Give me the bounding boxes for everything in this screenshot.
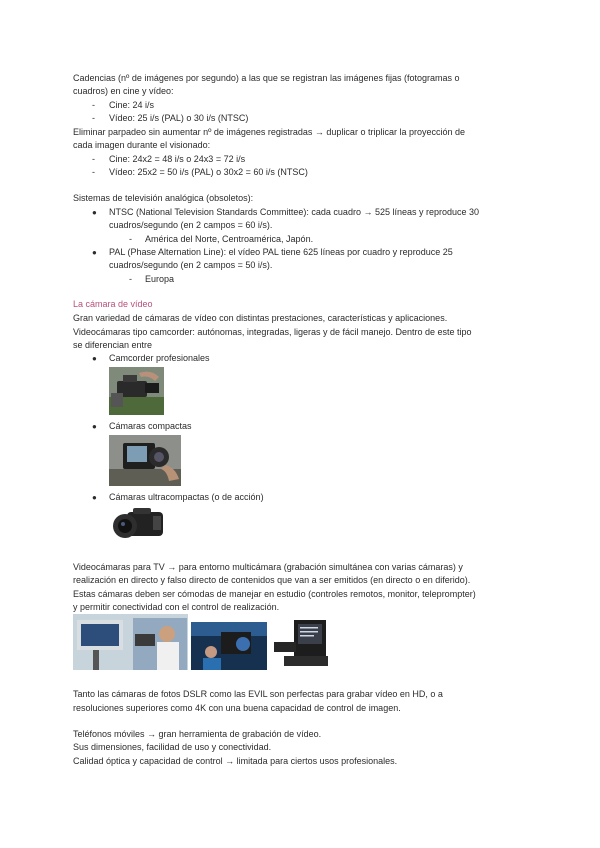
paragraph-camara-line3: se diferencian entre [73,340,153,350]
list-dash: - [129,234,132,244]
list-dash: - [129,274,132,284]
list-item-ntsc-line1: NTSC (National Television Standards Committee): cada cuadro → 525 líneas y reproduce 30 [109,207,480,217]
paragraph-cadencias-line1: Cadencias (nº de imágenes por segundo) a las que se registran las imágenes fijas (fotogramas o [73,73,460,83]
list-item-video: Vídeo: 25 i/s (PAL) o 30 i/s (NTSC) [109,113,249,123]
list-item-camaras-ultracompactas: Cámaras ultracompactas (o de acción) [109,492,264,502]
paragraph-parpadeo-line1: Eliminar parpadeo sin aumentar nº de imágenes registradas → duplicar o triplicar la proyección de [73,127,465,137]
list-bullet: ● [92,354,97,363]
list-item-cine-duplicado: Cine: 24x2 = 48 i/s o 24x3 = 72 i/s [109,154,246,164]
paragraph-camara-line2: Videocámaras tipo camcorder: autónomas, integradas, ligeras y de fácil manejo. Dentro de este tipo [73,327,472,337]
paragraph-moviles-line2: Sus dimensiones, facilidad de uso y conectividad. [73,742,272,752]
compact-camera-photo [109,435,181,486]
action-camera-photo [109,506,167,544]
teleprompter-photo [270,614,332,670]
list-item-cine: Cine: 24 i/s [109,100,155,110]
paragraph-tv-cameras-line1: Videocámaras para TV → para entorno multicámara (grabación simultánea con varias cámaras) y [73,562,463,572]
tv-studio-camera-photo [73,614,188,670]
paragraph-tv-cameras-line3: Estas cámaras deben ser cómodas de manejar en estudio (controles remotos, monitor, teleprompter) [73,589,476,599]
list-dash: - [92,154,95,164]
paragraph-dslr-line1: Tanto las cámaras de fotos DSLR como las EVIL son perfectas para grabar vídeo en HD, o a [73,689,443,699]
list-item-pal-line1: PAL (Phase Alternation Line): el vídeo PAL tiene 625 líneas por cuadro y reproduce 25 [109,247,453,257]
list-bullet: ● [92,493,97,502]
list-item-video-duplicado: Vídeo: 25x2 = 50 i/s (PAL) o 30x2 = 60 i/s (NTSC) [109,167,308,177]
list-subitem-ntsc-regions: América del Norte, Centroamérica, Japón. [145,234,314,244]
paragraph-moviles-line1: Teléfonos móviles → gran herramienta de grabación de vídeo. [73,729,322,739]
section-heading-camara-video: La cámara de vídeo [73,299,153,309]
list-item-camaras-compactas: Cámaras compactas [109,421,192,431]
tv-set-camera-photo [191,622,267,670]
paragraph-dslr-line2: resoluciones superiores como 4K con una buena capacidad de control de imagen. [73,703,401,713]
list-bullet: ● [92,248,97,257]
paragraph-tv-cameras-line2: realización en directo y falso directo de contenidos que van a ser emitidos (en directo o en diferido). [73,575,471,585]
paragraph-cadencias-line2: cuadros) en cine y vídeo: [73,86,174,96]
list-dash: - [92,167,95,177]
list-item-ntsc-line2: cuadros/segundo (en 2 campos = 60 i/s). [109,220,273,230]
paragraph-tv-cameras-line4: y permitir conectividad con el control de realización. [73,602,280,612]
list-item-camcorder-profesionales: Camcorder profesionales [109,353,210,363]
paragraph-camara-line1: Gran variedad de cámaras de vídeo con distintas prestaciones, características y aplicaciones. [73,313,448,323]
list-bullet: ● [92,422,97,431]
list-item-pal-line2: cuadros/segundo (en 2 campos = 50 i/s). [109,260,273,270]
list-subitem-pal-region: Europa [145,274,175,284]
paragraph-moviles-line3: Calidad óptica y capacidad de control → limitada para ciertos usos profesionales. [73,756,398,766]
paragraph-parpadeo-line2: cada imagen durante el visionado: [73,140,211,150]
section-title-tv-analogica: Sistemas de televisión analógica (obsoletos): [73,193,254,203]
camcorder-photo [109,367,164,415]
list-dash: - [92,113,95,123]
list-dash: - [92,100,95,110]
list-bullet: ● [92,208,97,217]
